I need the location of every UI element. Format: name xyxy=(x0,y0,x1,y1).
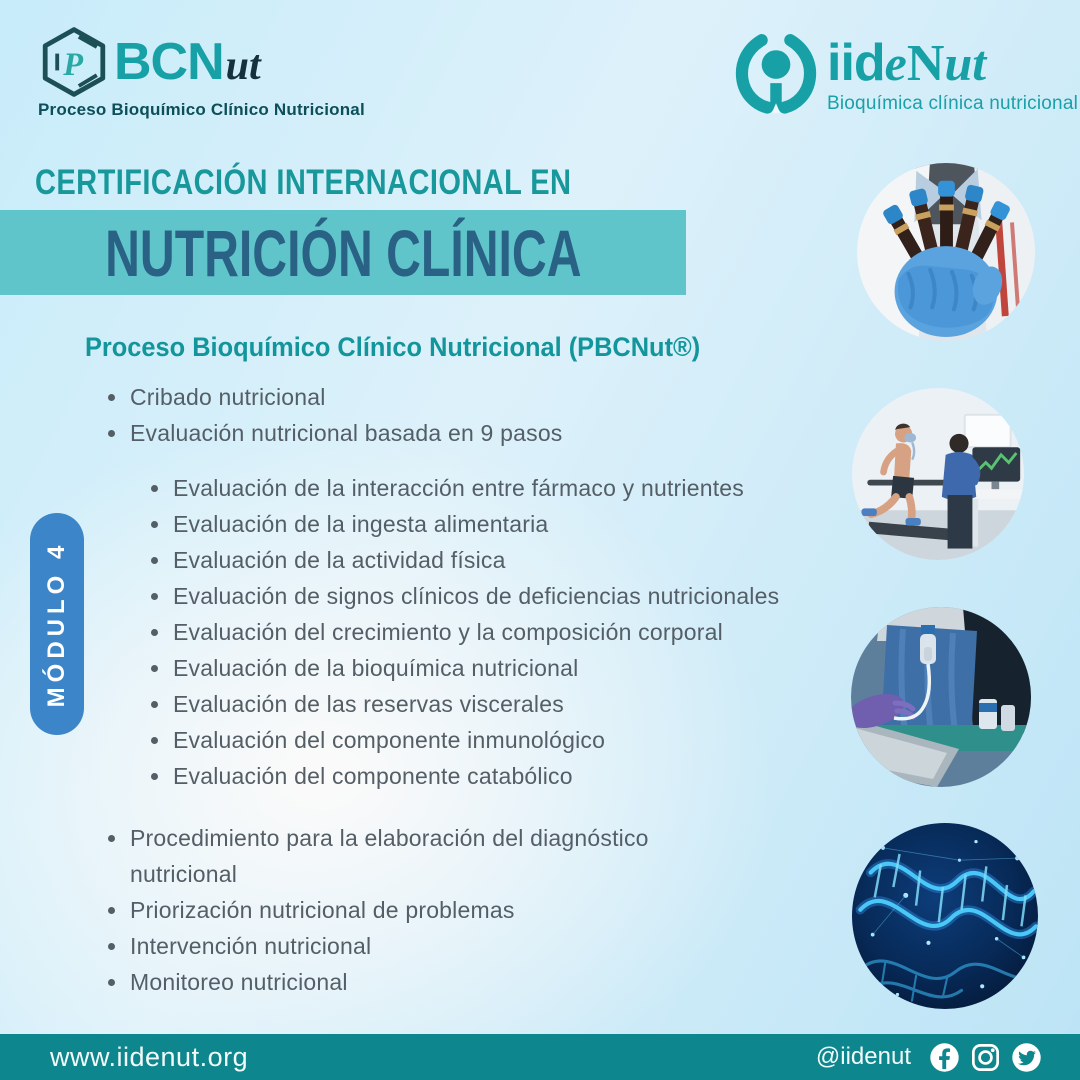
certification-kicker: CERTIFICACIÓN INTERNACIONAL EN xyxy=(35,163,572,202)
list-item: Evaluación de la ingesta alimentaria xyxy=(148,506,880,542)
page-title: NUTRICIÓN CLÍNICA xyxy=(104,215,582,290)
iv-drip-illustration xyxy=(851,607,1031,787)
program-subtitle: Proceso Bioquímico Clínico Nutricional (PBCNut®) xyxy=(85,332,701,362)
photo-dna-helix xyxy=(852,823,1038,1009)
wordmark-iid: iid xyxy=(827,34,885,92)
hexagon-molecule-icon xyxy=(38,26,110,98)
twitter-icon[interactable] xyxy=(1011,1042,1042,1073)
list-item: Priorización nutricional de problemas xyxy=(105,892,760,928)
list-item: Evaluación de la bioquímica nutricional xyxy=(148,650,880,686)
dna-helix-illustration xyxy=(852,823,1038,1009)
photo-iv-drip-therapy xyxy=(851,607,1031,787)
curriculum-list xyxy=(105,379,880,1000)
photo-blood-sample-tubes xyxy=(857,163,1035,341)
list-item: Evaluación de la interacción entre fármaco y nutrientes xyxy=(148,470,880,506)
list-item: Intervención nutricional xyxy=(105,928,760,964)
list-item: Evaluación de signos clínicos de deficiencias nutricionales xyxy=(148,578,880,614)
treadmill-test-illustration xyxy=(852,388,1024,560)
list-item: Evaluación de la actividad física xyxy=(148,542,880,578)
iidenut-tagline: Bioquímica clínica nutricional xyxy=(827,93,1079,114)
list-item: Evaluación de las reservas viscerales xyxy=(148,686,880,722)
footer-bar xyxy=(0,1034,1080,1080)
social-handle[interactable]: @iidenut xyxy=(815,1043,911,1070)
list-item: Procedimiento para la elaboración del diagnóstico nutricional xyxy=(105,820,760,892)
pbcnut-wordmark xyxy=(114,32,261,92)
website-url[interactable]: www.iidenut.org xyxy=(50,1041,249,1072)
closing-topic-list xyxy=(105,820,760,1000)
title-banner xyxy=(0,210,686,295)
wordmark-e: e xyxy=(884,35,907,91)
module-4-label: MÓDULO 4 xyxy=(43,540,70,708)
iidenut-logo xyxy=(733,30,1078,122)
pbcnut-logo xyxy=(38,26,365,120)
wordmark-ut2: ut xyxy=(944,35,987,91)
list-item: Cribado nutricional xyxy=(105,379,880,415)
primary-topic-list xyxy=(105,379,880,451)
wordmark-n: N xyxy=(906,35,945,92)
iidenut-emblem-icon xyxy=(733,30,819,122)
facebook-icon[interactable] xyxy=(929,1042,960,1073)
logo-letter-p: P xyxy=(63,47,83,84)
iidenut-wordmark xyxy=(827,34,1078,92)
list-item: Evaluación nutricional basada en 9 pasos xyxy=(105,415,880,451)
list-item: Evaluación del crecimiento y la composición corporal xyxy=(148,614,880,650)
list-item: Monitoreo nutricional xyxy=(105,964,760,1000)
wordmark-ut: ut xyxy=(225,43,261,89)
evaluation-steps-list xyxy=(148,470,880,794)
blood-tubes-illustration xyxy=(857,163,1035,341)
list-item: Evaluación del componente catabólico xyxy=(148,758,880,794)
photo-cardio-exercise-test xyxy=(852,388,1024,560)
pbcnut-tagline: Proceso Bioquímico Clínico Nutricional xyxy=(38,100,365,119)
wordmark-bcn: BCN xyxy=(114,33,224,91)
instagram-icon[interactable] xyxy=(970,1042,1001,1073)
module-4-badge xyxy=(30,513,84,735)
list-item: Evaluación del componente inmunológico xyxy=(148,722,880,758)
